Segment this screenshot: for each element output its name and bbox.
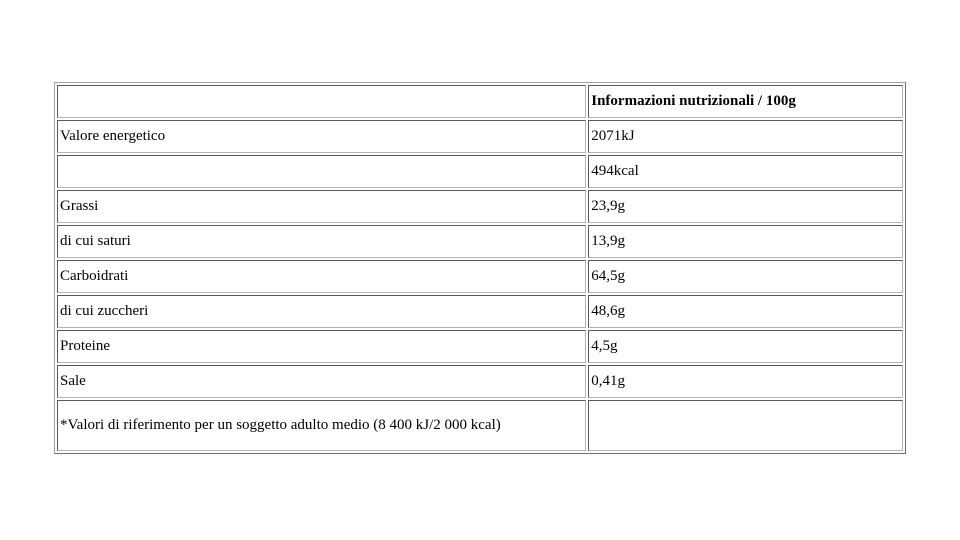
nutrition-table — [54, 82, 906, 454]
nutrient-value: 48,6g — [588, 295, 903, 328]
nutrient-label: Carboidrati — [57, 260, 586, 293]
nutrient-value: 494kcal — [588, 155, 903, 188]
nutrient-value: 23,9g — [588, 190, 903, 223]
nutrient-value: 0,41g — [588, 365, 903, 398]
table-row — [57, 330, 903, 363]
nutrient-label: Grassi — [57, 190, 586, 223]
table-row — [57, 155, 903, 188]
nutrient-value: 2071kJ — [588, 120, 903, 153]
table-row — [57, 295, 903, 328]
nutrient-label — [57, 155, 586, 188]
table-row — [57, 365, 903, 398]
table-header-row — [57, 85, 903, 118]
footnote-row — [57, 400, 903, 451]
nutrient-label: di cui zuccheri — [57, 295, 586, 328]
nutrient-value: 64,5g — [588, 260, 903, 293]
nutrient-label: Valore energetico — [57, 120, 586, 153]
nutrient-label: di cui saturi — [57, 225, 586, 258]
nutrient-value: 4,5g — [588, 330, 903, 363]
table-row — [57, 190, 903, 223]
header-label-cell — [57, 85, 586, 118]
table-row — [57, 120, 903, 153]
footnote-text: *Valori di riferimento per un soggetto adulto medio (8 400 kJ/2 000 kcal) — [57, 400, 586, 451]
nutrient-label: Proteine — [57, 330, 586, 363]
table-row — [57, 225, 903, 258]
footnote-value-cell — [588, 400, 903, 451]
nutrient-value: 13,9g — [588, 225, 903, 258]
header-value-cell: Informazioni nutrizionali / 100g — [588, 85, 903, 118]
table-row — [57, 260, 903, 293]
nutrient-label: Sale — [57, 365, 586, 398]
